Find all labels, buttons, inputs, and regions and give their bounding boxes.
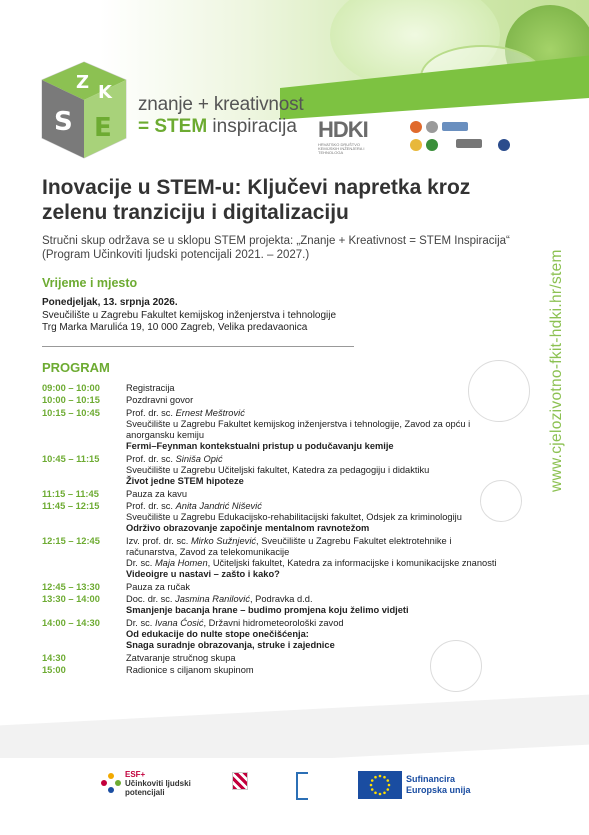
program-row [42, 489, 542, 500]
program-time [42, 441, 126, 452]
page-title: Inovacije u STEM-u: Ključevi napretka kroz zelenu tranziciju i digitalizaciju [42, 176, 471, 224]
hdki-wordmark: HDKI [318, 117, 368, 142]
logo-tagline-1: znanje + kreativnost [138, 94, 304, 115]
footer [0, 758, 589, 835]
program-description [126, 558, 542, 569]
speaker-name: Anita Jandrić Nišević [175, 500, 262, 511]
partner-logo-icon [456, 139, 482, 148]
program-description [126, 454, 542, 465]
divider [42, 346, 354, 347]
eu-star [388, 784, 391, 787]
eu-star [379, 775, 382, 778]
logo-tagline-suffix: inspiracija [207, 116, 297, 137]
speaker-affiliation: , Učiteljski fakultet, Katedra za informacijske i komunikacijske znanosti [207, 558, 497, 569]
program-row [42, 594, 542, 605]
eu-star [383, 776, 386, 779]
molecule-decoration-icon [430, 640, 482, 692]
eu-star [383, 791, 386, 794]
program-row [42, 419, 542, 430]
eu-star [374, 776, 377, 779]
speaker-name: Mirko Sužnjević [190, 535, 257, 546]
program-time: 11:45 – 12:15 [42, 500, 100, 511]
program-row [42, 547, 542, 558]
program-time [42, 547, 126, 558]
atom-decoration-icon [468, 360, 530, 422]
speaker-title: Doc. dr. sc. [126, 594, 176, 605]
program-time: 11:15 – 11:45 [42, 488, 99, 499]
speaker-name: Ivana Ćosić [154, 617, 204, 628]
program-description: Sveučilište u Zagrebu Učiteljski fakultet, Katedra za pedagogiju i didaktiku [126, 464, 430, 475]
program-description: Život jedne STEM hipoteze [126, 476, 244, 487]
eu-star [371, 788, 374, 791]
eu-star [379, 793, 382, 796]
partner-logo-icon [410, 139, 422, 151]
program-time [42, 523, 126, 534]
program-description: Od edukacije do nulte stope onečišćenja: [126, 628, 309, 639]
eu-star [371, 779, 374, 782]
program-time: 09:00 – 10:00 [42, 383, 100, 393]
program-description: Zatvaranje stručnog skupa [126, 652, 236, 663]
program-description: računarstva, Zavod za telekomunikacije [126, 546, 290, 557]
program-row [42, 629, 542, 640]
speaker-name: Siniša Opić [175, 453, 223, 464]
partner-logo-icon [426, 121, 438, 133]
speaker-title: Dr. sc. [126, 558, 155, 569]
speaker-title: Dr. sc. [126, 617, 155, 628]
program-time: 12:45 – 13:30 [42, 581, 100, 592]
program-heading: PROGRAM [42, 360, 110, 375]
program-time [42, 430, 126, 441]
website-url[interactable] [548, 182, 568, 492]
speaker-title: Prof. dr. sc. [126, 453, 176, 464]
program-list [42, 383, 542, 676]
program-time: 13:30 – 14:00 [42, 594, 100, 605]
program-row [42, 569, 542, 580]
program-description [126, 594, 542, 605]
program-time: 14:30 [42, 652, 66, 663]
website-url-text: www.cjelozivotno-fkit-hdki.hr/stem [548, 249, 565, 492]
program-description: Fermi–Feynman kontekstualni pristup u podučavanju kemije [126, 441, 394, 452]
program-description: Videoigre u nastavi – zašto i kako? [126, 569, 280, 580]
speaker-name: Jasmina Ranilović [175, 594, 251, 605]
esf-program-1: Učinkoviti ljudski [125, 779, 191, 788]
program-row [42, 618, 542, 629]
program-time: 10:00 – 10:15 [42, 395, 100, 406]
program-description: Održivo obrazovanje započinje mentalnom ravnotežom [126, 523, 370, 534]
program-row [42, 558, 542, 569]
esf-program-2: potencijali [125, 788, 165, 797]
program-time: 15:00 [42, 664, 66, 675]
program-description: Pozdravni govor [126, 395, 194, 406]
logo-tagline-prefix: = [138, 116, 155, 137]
logo-tagline-2 [138, 116, 297, 138]
program-description: Pauza za ručak [126, 581, 191, 592]
program-time: 14:00 – 14:30 [42, 617, 100, 628]
partner-logo-icon [498, 139, 510, 151]
program-time [42, 605, 126, 616]
esf-logo [125, 770, 191, 797]
partner-logo-icon [442, 122, 468, 131]
speaker-name: Maja Homen [154, 558, 208, 569]
speaker-affiliation: , Državni hidrometeorološki zavod [203, 617, 344, 628]
eu-star [386, 788, 389, 791]
program-time [42, 558, 126, 569]
eu-flag-icon [358, 771, 402, 799]
program-row [42, 441, 542, 452]
program-time: 10:15 – 10:45 [42, 407, 100, 418]
hdki-logo [318, 117, 376, 155]
page-subtitle: Stručni skup održava se u sklopu STEM projekta: „Znanje + Kreativnost = STEM Inspiracija“ (Program Učinkoviti ljudski potencijali 2021. – 2027.) [42, 235, 510, 261]
eu-star [370, 784, 373, 787]
program-description: Snaga suradnje obrazovanja, struke i zajednice [126, 640, 335, 651]
croatian-coat-of-arms-icon [232, 772, 248, 790]
eu-star [374, 791, 377, 794]
program-time [42, 465, 126, 476]
program-row [42, 512, 542, 523]
program-row [42, 501, 542, 512]
program-row [42, 476, 542, 487]
program-row [42, 465, 542, 476]
esf-label: ESF+ [125, 770, 146, 779]
logo-letter-z: Z [76, 72, 90, 93]
speaker-affiliation: , Podravka d.d. [250, 594, 313, 605]
event-venue: Sveučilište u Zagrebu Fakultet kemijskog inženjerstva i tehnologije [42, 309, 337, 321]
program-time [42, 629, 126, 640]
logo-letter-e: E [94, 113, 112, 143]
hdki-subtitle: HRVATSKO DRUŠTVO KEMIJSKIH INŽENJERA I TEHNOLOGA [318, 142, 365, 155]
flask-decoration-icon [480, 480, 522, 522]
speaker-name: Ernest Meštrović [175, 407, 245, 418]
esf-star-icon [100, 772, 122, 794]
program-row [42, 408, 542, 419]
program-description [126, 618, 542, 629]
partner-logo-icon [410, 121, 422, 133]
partner-logos [318, 117, 578, 157]
eu-cofunding-label [406, 774, 471, 795]
logo-letter-k: K [98, 82, 112, 103]
program-time [42, 640, 126, 651]
program-description: anorgansku kemiju [126, 430, 205, 441]
when-where-details [42, 297, 422, 335]
program-row [42, 395, 542, 406]
program-description: Radionice s ciljanom skupinom [126, 664, 254, 675]
eu-line-2: Europska unija [406, 784, 471, 795]
program-description: Registracija [126, 383, 175, 393]
stem-logo [40, 60, 128, 160]
ministry-logo-icon [296, 772, 308, 800]
when-where-heading: Vrijeme i mjesto [42, 276, 138, 290]
program-description: Sveučilište u Zagrebu Fakultet kemijskog inženjerstva i tehnologije, Zavod za opću i [126, 418, 471, 429]
program-description [126, 536, 542, 547]
program-time: 10:45 – 11:15 [42, 453, 100, 464]
logo-tagline-stem: STEM [154, 116, 208, 137]
partner-logo-icon [426, 139, 438, 151]
speaker-title: Prof. dr. sc. [126, 407, 176, 418]
speaker-affiliation: , Sveučilište u Zagrebu Fakultet elektrotehnike i [256, 535, 452, 546]
program-time [42, 419, 126, 430]
program-row [42, 383, 542, 394]
program-row [42, 454, 542, 465]
program-time: 12:15 – 12:45 [42, 535, 100, 546]
program-row [42, 523, 542, 534]
program-row [42, 536, 542, 547]
program-time [42, 512, 126, 523]
stem-logo-icon [40, 60, 128, 160]
program-row [42, 430, 542, 441]
eu-line-1: Sufinancira [406, 774, 456, 784]
logo-letter-s: S [54, 107, 73, 137]
program-description: Pauza za kavu [126, 488, 187, 499]
program-time [42, 476, 126, 487]
event-date: Ponedjeljak, 13. srpnja 2026. [42, 297, 178, 308]
program-description: Smanjenje bacanja hrane – budimo promjena koju želimo vidjeti [126, 605, 409, 616]
speaker-title: Prof. dr. sc. [126, 500, 176, 511]
program-row [42, 605, 542, 616]
program-time [42, 569, 126, 580]
eu-star [386, 779, 389, 782]
event-address: Trg Marka Marulića 19, 10 000 Zagreb, Velika predavaonica [42, 322, 308, 333]
speaker-title: Izv. prof. dr. sc. [126, 535, 191, 546]
program-row [42, 582, 542, 593]
program-description: Sveučilište u Zagrebu Edukacijsko-rehabilitacijski fakultet, Odsjek za kriminologiju [126, 512, 462, 523]
